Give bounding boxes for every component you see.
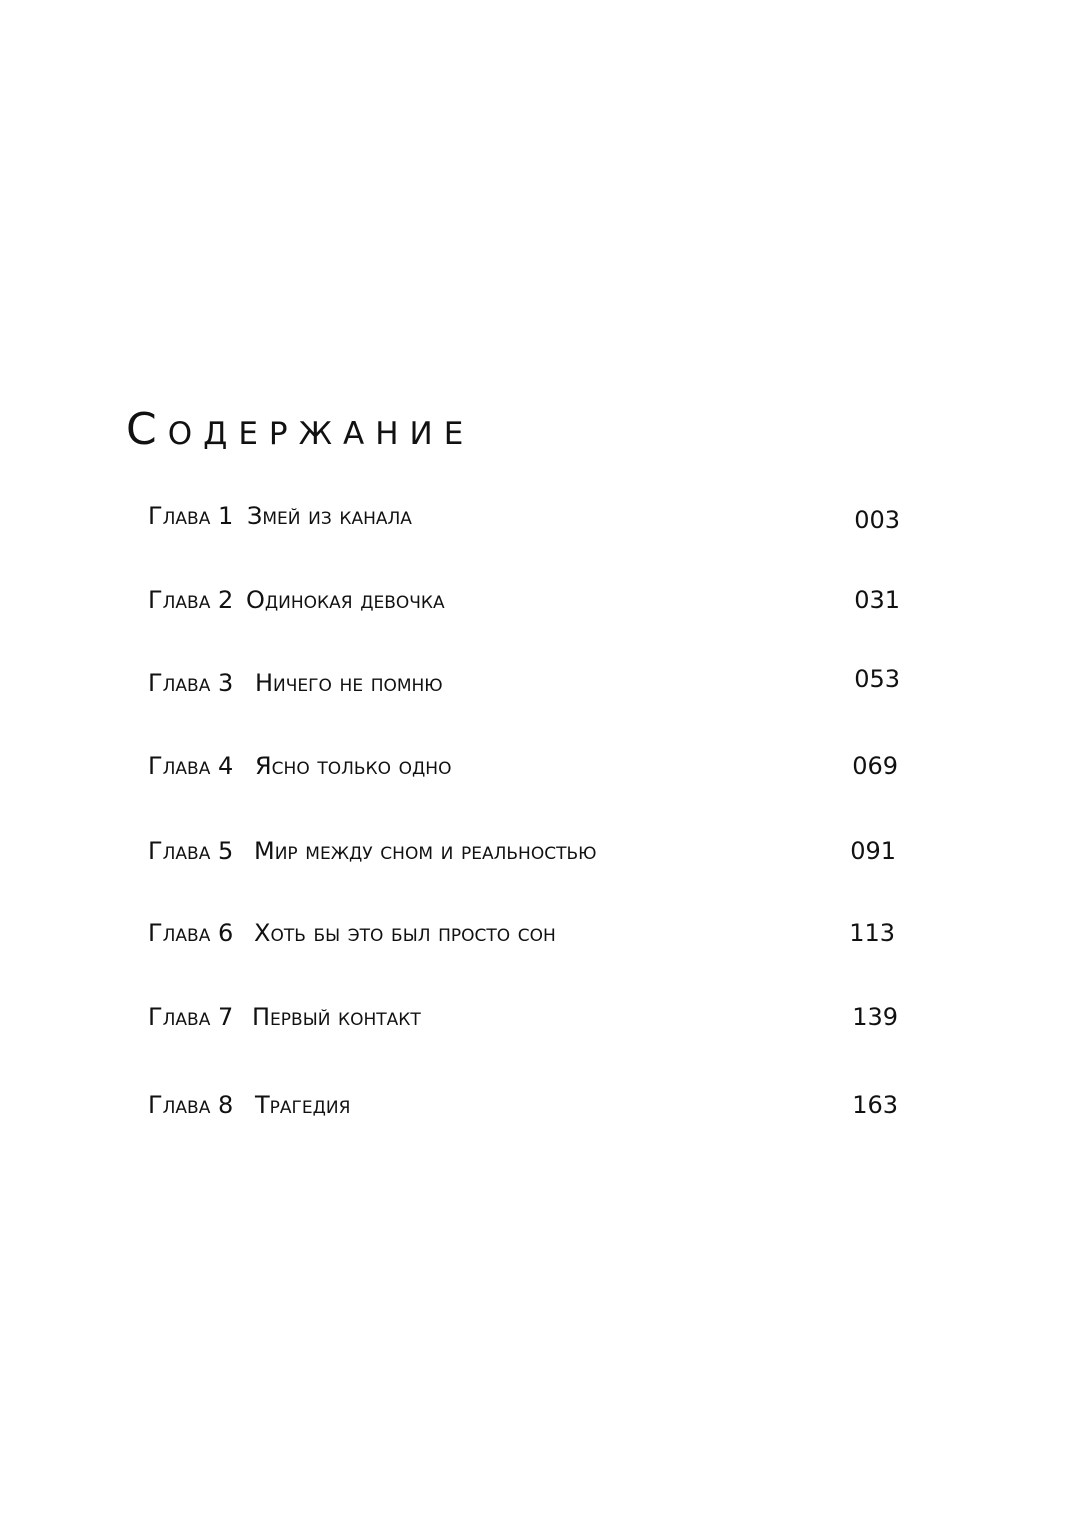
chapter-page-number: 113 [849,919,895,947]
toc-entry [0,496,1080,536]
chapter-label: Глава 4 [148,752,234,780]
chapter-title: Змей из канала [247,502,412,530]
chapter-page-number: 053 [854,665,900,693]
chapter-title: Мир между сном и реальностью [254,837,597,865]
toc-entry [0,1085,1080,1125]
chapter-title: Ничего не помню [255,669,443,697]
chapter-label: Глава 6 [148,919,234,947]
chapter-label: Глава 5 [148,837,234,865]
chapter-page-number: 163 [852,1091,898,1119]
chapter-label: Глава 1 [148,502,234,530]
toc-entry [0,663,1080,703]
toc-entry [0,913,1080,953]
chapter-title: Трагедия [255,1091,351,1119]
chapter-label: Глава 2 [148,586,234,614]
chapter-title: Первый контакт [252,1003,421,1031]
chapter-title: Одинокая девочка [246,586,445,614]
toc-entry [0,580,1080,620]
chapter-label: Глава 8 [148,1091,234,1119]
chapter-title: Хоть бы это был просто сон [254,919,556,947]
chapter-page-number: 139 [852,1003,898,1031]
chapter-page-number: 031 [854,586,900,614]
toc-entry [0,997,1080,1037]
chapter-page-number: 091 [850,837,896,865]
chapter-label: Глава 7 [148,1003,234,1031]
chapter-title: Ясно только одно [255,752,452,780]
chapter-page-number: 003 [854,506,900,534]
toc-entry [0,831,1080,871]
chapter-page-number: 069 [852,752,898,780]
chapter-label: Глава 3 [148,669,234,697]
page-title: Содержание [126,404,475,455]
toc-entry [0,746,1080,786]
